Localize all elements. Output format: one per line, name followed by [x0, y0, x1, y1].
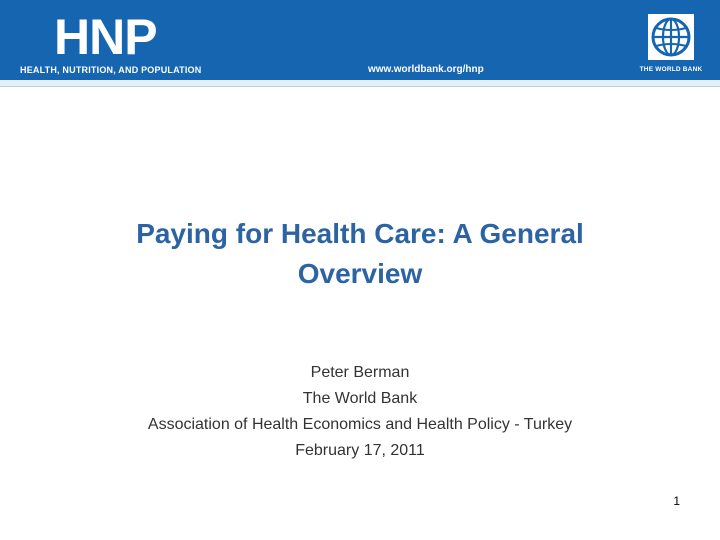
author-name: Peter Berman [310, 364, 410, 381]
hnp-subtitle: HEALTH, NUTRITION, AND POPULATION [20, 65, 202, 75]
event-name: Association of Health Economics and Health Policy - Turkey [147, 416, 573, 433]
header-divider [0, 80, 720, 87]
hnp-url: www.worldbank.org/hnp [368, 64, 484, 75]
slide-title-line-2: Overview [297, 258, 423, 289]
world-bank-globe-icon [648, 14, 694, 60]
world-bank-label: THE WORLD BANK [639, 66, 703, 73]
header-banner [0, 0, 720, 80]
hnp-logo: HNP [54, 9, 157, 65]
author-organization: The World Bank [302, 390, 418, 407]
presenter-details [60, 360, 660, 464]
slide-title [40, 214, 680, 294]
slide-title-line-1: Paying for Health Care: A General [136, 218, 584, 249]
page-number: 1 [673, 494, 680, 508]
presentation-date: February 17, 2011 [295, 442, 425, 459]
